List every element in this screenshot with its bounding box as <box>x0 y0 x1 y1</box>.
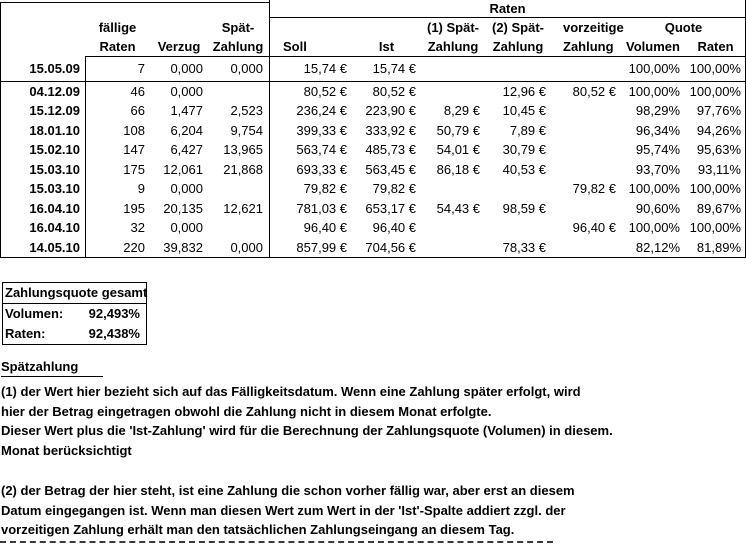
value-cell[interactable]: 0,000 <box>170 61 203 76</box>
value-cell[interactable]: 96,40 € <box>372 220 416 236</box>
value-cell[interactable]: 333,92 € <box>365 122 416 138</box>
table-header-row-upper <box>0 18 746 37</box>
value-cell[interactable]: 93,70% <box>635 161 680 177</box>
value-cell[interactable]: 93,11% <box>697 161 741 177</box>
value-cell[interactable]: 0,000 <box>170 83 203 99</box>
value-cell[interactable] <box>551 160 621 180</box>
value-cell[interactable]: 15,74 € <box>303 61 347 76</box>
value-cell[interactable]: 100,00% <box>628 181 680 197</box>
date-cell[interactable]: 15.03.10 <box>29 161 80 177</box>
table-row <box>0 179 746 199</box>
summary-box <box>2 282 147 345</box>
value-cell[interactable]: 96,40 € <box>572 220 616 236</box>
summary-raten-value[interactable]: 92,438% <box>88 326 140 341</box>
value-cell[interactable]: 32 <box>130 220 145 236</box>
value-cell[interactable]: 236,24 € <box>296 103 347 119</box>
value-cell[interactable] <box>551 140 621 160</box>
value-cell[interactable]: 6,204 <box>170 122 203 138</box>
value-cell[interactable]: 100,00% <box>689 181 741 197</box>
value-cell[interactable]: 97,76% <box>696 103 741 119</box>
date-cell[interactable]: 18.01.10 <box>29 122 80 138</box>
value-cell[interactable]: 79,82 € <box>303 181 347 197</box>
header-soll[interactable]: Soll <box>283 39 307 54</box>
value-cell[interactable]: 96,34% <box>635 122 680 138</box>
date-cell[interactable]: 15.12.09 <box>29 103 80 119</box>
header-vorzeitige[interactable]: vorzeitige <box>563 20 624 35</box>
value-cell[interactable]: 12,061 <box>163 161 203 177</box>
value-cell[interactable]: 100,00% <box>689 220 741 236</box>
header-volumen[interactable]: Volumen <box>626 39 680 54</box>
value-cell[interactable]: 94,26% <box>696 122 741 138</box>
summary-volumen-label[interactable]: Volumen: <box>5 306 64 321</box>
date-cell[interactable]: 15.03.10 <box>29 181 80 197</box>
value-cell[interactable] <box>551 57 621 82</box>
header-zahlung-1[interactable]: Zahlung <box>427 39 479 54</box>
table-row <box>0 57 746 82</box>
value-cell[interactable]: 7 <box>137 61 145 76</box>
notes-paragraph-1 <box>1 382 613 461</box>
value-cell[interactable]: 10,45 € <box>502 103 546 119</box>
value-cell[interactable]: 399,33 € <box>296 122 347 138</box>
header-ist[interactable]: Ist <box>378 39 395 54</box>
value-cell[interactable]: 220 <box>123 239 145 255</box>
value-cell[interactable] <box>551 199 621 219</box>
value-cell[interactable]: 0,000 <box>230 61 263 76</box>
value-cell[interactable]: 0,000 <box>170 181 203 197</box>
value-cell[interactable]: 0,000 <box>170 220 203 236</box>
value-cell[interactable]: 96,40 € <box>303 220 347 236</box>
value-cell[interactable]: 175 <box>123 161 145 177</box>
value-cell[interactable]: 98,29% <box>635 103 680 119</box>
notes-p1-line4: Monat berücksichtigt <box>1 443 132 459</box>
date-cell[interactable]: 16.04.10 <box>29 220 80 236</box>
value-cell[interactable]: 108 <box>123 122 145 138</box>
value-cell[interactable]: 1,477 <box>170 103 203 119</box>
value-cell[interactable]: 100,00% <box>628 220 680 236</box>
header-verzug[interactable]: Verzug <box>157 39 201 54</box>
value-cell[interactable] <box>421 179 485 199</box>
group-header-raten[interactable]: Raten <box>489 1 526 16</box>
notes-p1-line2: hier der Betrag eingetragen obwohl die Zahlung nicht in diesem Monat erfolgte. <box>1 403 492 419</box>
notes-paragraph-2 <box>1 481 575 540</box>
table-row <box>0 238 746 258</box>
value-cell[interactable] <box>208 82 268 102</box>
notes-p1-line3: Dieser Wert plus die 'Ist-Zahlung' wird für die Berechnung der Zahlungsquote (Volumen) in diesem. <box>1 423 613 439</box>
header-spaet1[interactable]: (1) Spät- <box>427 20 479 35</box>
value-cell[interactable] <box>551 121 621 141</box>
value-cell[interactable]: 30,79 € <box>502 142 546 158</box>
value-cell[interactable]: 100,00% <box>628 61 680 76</box>
value-cell[interactable]: 98,59 € <box>502 200 546 216</box>
value-cell[interactable]: 95,74% <box>635 142 680 158</box>
value-cell[interactable]: 40,53 € <box>502 161 546 177</box>
value-cell[interactable]: 223,90 € <box>365 103 416 119</box>
value-cell[interactable]: 78,33 € <box>502 239 546 255</box>
value-cell[interactable]: 13,965 <box>223 142 263 158</box>
value-cell[interactable]: 39,832 <box>163 239 203 255</box>
value-cell[interactable]: 563,45 € <box>365 161 416 177</box>
value-cell[interactable] <box>421 238 485 258</box>
header-faellige[interactable]: fällige <box>98 20 137 35</box>
value-cell[interactable]: 100,00% <box>689 83 741 99</box>
table-row <box>0 140 746 160</box>
payments-table <box>0 0 746 258</box>
value-cell[interactable]: 46 <box>130 83 145 99</box>
value-cell[interactable]: 21,868 <box>223 161 263 177</box>
header-spaet[interactable]: Spät- <box>221 20 255 35</box>
value-cell[interactable] <box>551 101 621 121</box>
table-row <box>0 101 746 121</box>
value-cell[interactable]: 80,52 € <box>303 83 347 99</box>
value-cell[interactable]: 80,52 € <box>572 83 616 99</box>
value-cell[interactable]: 81,89% <box>696 239 741 255</box>
value-cell[interactable] <box>551 238 621 258</box>
header-raten-quote[interactable]: Raten <box>697 39 734 54</box>
notes-title-underline <box>1 376 103 377</box>
value-cell[interactable]: 15,74 € <box>372 61 416 76</box>
table-row <box>0 199 746 219</box>
summary-title[interactable]: Zahlungsquote gesamt <box>3 283 146 304</box>
value-cell[interactable]: 857,99 € <box>296 239 347 255</box>
table-border-top <box>0 2 270 3</box>
value-cell[interactable]: 9,754 <box>230 122 263 138</box>
value-cell[interactable]: 563,74 € <box>296 142 347 158</box>
value-cell[interactable] <box>421 218 485 238</box>
value-cell[interactable] <box>208 218 268 238</box>
notes-p2-line3: vorzeitigen Zahlung erhält man den tatsächlichen Zahlungseingang an diesem Tag. <box>1 522 515 538</box>
value-cell[interactable]: 90,60% <box>635 200 680 216</box>
value-cell[interactable]: 7,89 € <box>509 122 546 138</box>
value-cell[interactable]: 82,12% <box>635 239 680 255</box>
date-cell[interactable]: 16.04.10 <box>29 200 80 216</box>
summary-volumen-value[interactable]: 92,493% <box>88 306 140 321</box>
value-cell[interactable]: 20,135 <box>163 200 203 216</box>
value-cell[interactable]: 6,427 <box>170 142 203 158</box>
notes-p2-line1: (2) der Betrag der hier steht, ist eine Zahlung die schon vorher fällig war, aber erst an diesem <box>1 483 575 498</box>
value-cell[interactable] <box>485 179 551 199</box>
value-cell[interactable]: 79,82 € <box>572 181 616 197</box>
table-header-row-lower <box>0 37 746 57</box>
notes-p1-line1: (1) der Wert hier bezieht sich auf das Fälligkeitsdatum. Wenn eine Zahlung später erfolgt, wird <box>1 384 581 399</box>
value-cell[interactable]: 54,43 € <box>436 200 480 216</box>
header-zahlung-vorzeitig[interactable]: Zahlung <box>563 39 614 54</box>
value-cell[interactable]: 66 <box>130 103 145 119</box>
value-cell[interactable]: 2,523 <box>230 103 263 119</box>
value-cell[interactable]: 100,00% <box>628 83 680 99</box>
summary-row-raten <box>3 324 146 344</box>
summary-raten-label[interactable]: Raten: <box>5 326 46 341</box>
value-cell[interactable] <box>208 179 268 199</box>
date-cell[interactable]: 15.05.09 <box>29 61 80 76</box>
value-cell[interactable]: 653,17 € <box>365 200 416 216</box>
value-cell[interactable]: 781,03 € <box>296 200 347 216</box>
value-cell[interactable]: 79,82 € <box>372 181 416 197</box>
value-cell[interactable]: 89,67% <box>696 200 741 216</box>
value-cell[interactable] <box>485 218 551 238</box>
header-spaet2[interactable]: (2) Spät- <box>492 20 544 35</box>
value-cell[interactable]: 195 <box>123 200 145 216</box>
date-cell[interactable]: 14.05.10 <box>29 239 80 255</box>
notes-p2-line2: Datum eingegangen ist. Wenn man diesen Wert zum Wert in der 'Ist'-Spalte addiert zzgl. der <box>1 502 566 518</box>
header-zahlung-spaet[interactable]: Zahlung <box>212 39 264 54</box>
header-quote[interactable]: Quote <box>664 20 703 35</box>
value-cell[interactable]: 80,52 € <box>372 83 416 99</box>
value-cell[interactable]: 86,18 € <box>436 161 480 177</box>
date-cell[interactable]: 15.02.10 <box>29 142 80 158</box>
table-row <box>0 121 746 141</box>
date-cell[interactable]: 04.12.09 <box>29 83 80 99</box>
value-cell[interactable]: 693,33 € <box>296 161 347 177</box>
notes-title: Spätzahlung <box>1 359 79 374</box>
value-cell[interactable]: 95,63% <box>696 142 741 158</box>
value-cell[interactable]: 12,96 € <box>502 83 546 99</box>
value-cell[interactable]: 9 <box>137 181 145 197</box>
table-row <box>0 82 746 102</box>
table-row <box>0 160 746 180</box>
value-cell[interactable] <box>421 57 485 82</box>
value-cell[interactable]: 485,73 € <box>365 142 416 158</box>
table-row <box>0 218 746 238</box>
header-zahlung-2[interactable]: Zahlung <box>492 39 544 54</box>
value-cell[interactable]: 50,79 € <box>436 122 480 138</box>
value-cell[interactable] <box>485 57 551 82</box>
page-break-dashed-line <box>0 541 553 543</box>
value-cell[interactable]: 0,000 <box>230 239 263 255</box>
value-cell[interactable]: 100,00% <box>689 61 741 76</box>
header-raten-faellige[interactable]: Raten <box>99 39 136 54</box>
value-cell[interactable]: 54,01 € <box>436 142 480 158</box>
value-cell[interactable]: 704,56 € <box>365 239 416 255</box>
table-body <box>0 57 746 257</box>
value-cell[interactable]: 12,621 <box>223 200 263 216</box>
value-cell[interactable]: 147 <box>123 142 145 158</box>
value-cell[interactable] <box>421 82 485 102</box>
summary-row-volumen <box>3 304 146 324</box>
value-cell[interactable]: 8,29 € <box>443 103 480 119</box>
